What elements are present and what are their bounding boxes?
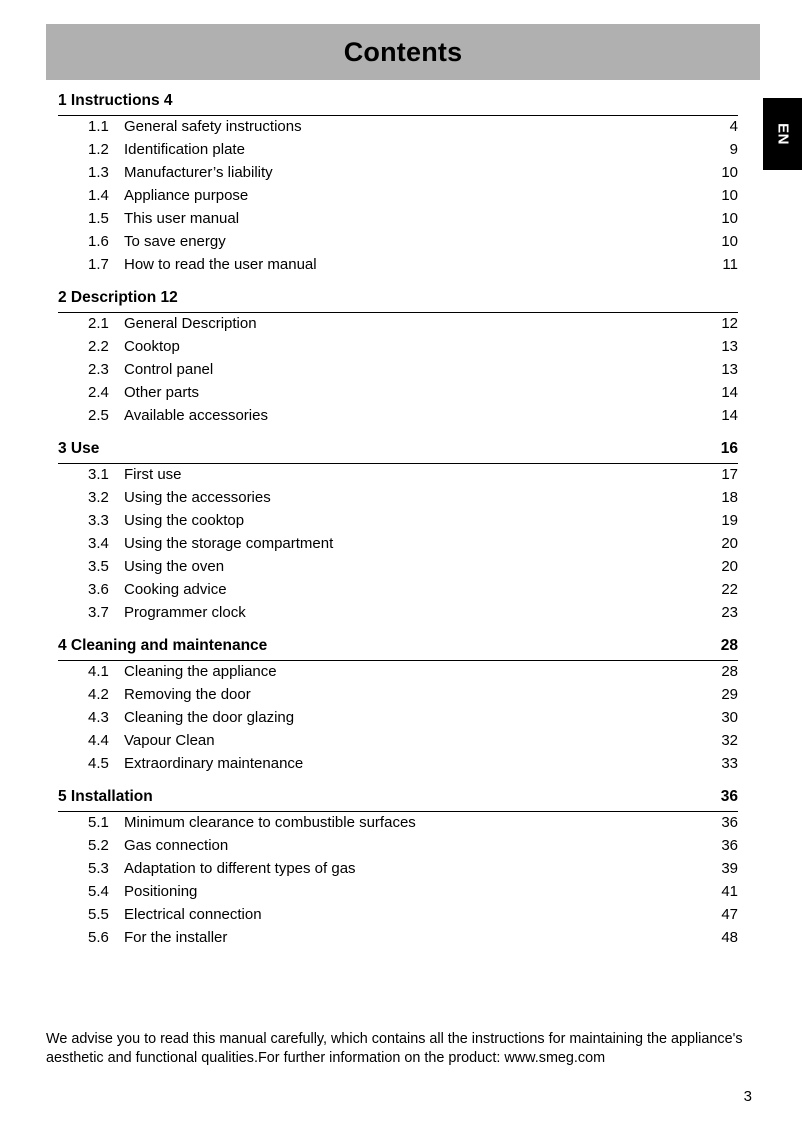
toc-section-title: 5 Installation <box>58 788 153 805</box>
toc-entry-page: 10 <box>721 210 738 227</box>
page-title: Contents <box>343 36 463 67</box>
toc-entry-number: 4.2 <box>88 686 109 703</box>
toc-section <box>46 92 738 279</box>
toc-section-title: 1 Instructions 4 <box>58 92 173 109</box>
toc-entry-page: 23 <box>721 604 738 621</box>
toc-section-heading[interactable] <box>46 440 738 463</box>
toc-entry[interactable] <box>46 384 738 407</box>
toc-section-page: 16 <box>720 440 738 457</box>
toc-entry-page: 11 <box>722 256 738 273</box>
toc-entry-label: For the installer <box>124 929 228 946</box>
toc-entry-label: How to read the user manual <box>124 256 317 273</box>
toc-entry-label: This user manual <box>124 210 240 227</box>
toc-section-page: 28 <box>720 637 738 654</box>
toc-section-page: 36 <box>720 788 738 805</box>
toc-entry-number: 5.2 <box>88 837 109 854</box>
toc-entry-label: General safety instructions <box>124 118 302 135</box>
toc-entry-page: 20 <box>721 558 738 575</box>
toc-entry[interactable] <box>46 489 738 512</box>
toc-entry-page: 33 <box>721 755 738 772</box>
section-gap <box>46 430 738 440</box>
section-gap <box>46 279 738 289</box>
toc-section-rule <box>58 312 738 313</box>
toc-entry-label: Minimum clearance to combustible surfaces <box>124 814 416 831</box>
toc-section <box>46 788 738 952</box>
page-number: 3 <box>743 1088 752 1105</box>
toc-section-rule <box>58 811 738 812</box>
toc-section-rule <box>58 660 738 661</box>
toc-section-rule <box>58 115 738 116</box>
toc-entry-page: 48 <box>721 929 738 946</box>
toc-entry-number: 2.3 <box>88 361 109 378</box>
toc-entry-number: 3.7 <box>88 604 109 621</box>
toc-entry-label: Using the storage compartment <box>124 535 334 552</box>
toc-entry-page: 10 <box>721 233 738 250</box>
toc-entry[interactable] <box>46 338 738 361</box>
toc-section-title: 3 Use <box>58 440 100 457</box>
toc-entry[interactable] <box>46 535 738 558</box>
toc-entry-label: Gas connection <box>124 837 229 854</box>
toc-entry[interactable] <box>46 732 738 755</box>
toc-section <box>46 289 738 430</box>
toc-entry-page: 47 <box>721 906 738 923</box>
toc-entry-label: Manufacturer’s liability <box>124 164 273 181</box>
toc-entry[interactable] <box>46 466 738 489</box>
toc-entry-page: 29 <box>721 686 738 703</box>
toc-entry[interactable] <box>46 604 738 627</box>
toc-entry-page: 30 <box>721 709 738 726</box>
toc-entry[interactable] <box>46 883 738 906</box>
toc-entry-number: 5.1 <box>88 814 109 831</box>
toc-entry-number: 2.4 <box>88 384 109 401</box>
toc-entry-page: 41 <box>721 883 738 900</box>
toc-entry-number: 1.4 <box>88 187 109 204</box>
toc-section-heading[interactable] <box>46 637 738 660</box>
toc-section-title: 4 Cleaning and maintenance <box>58 637 268 654</box>
toc-entry[interactable] <box>46 210 738 233</box>
toc-entry-number: 3.5 <box>88 558 109 575</box>
toc-entry-label: Cleaning the appliance <box>124 663 277 680</box>
toc-entry-number: 1.7 <box>88 256 109 273</box>
toc-entry-label: Extraordinary maintenance <box>124 755 304 772</box>
toc-entry-page: 18 <box>721 489 738 506</box>
toc-entry-number: 1.6 <box>88 233 109 250</box>
toc-entry[interactable] <box>46 709 738 732</box>
toc-entry[interactable] <box>46 118 738 141</box>
toc-entry-page: 4 <box>729 118 738 135</box>
toc-entry-page: 10 <box>721 164 738 181</box>
language-tab-en <box>763 98 802 170</box>
toc-entry-number: 5.5 <box>88 906 109 923</box>
toc-entry[interactable] <box>46 814 738 837</box>
toc-entry-page: 20 <box>721 535 738 552</box>
toc-entry[interactable] <box>46 686 738 709</box>
toc-entry[interactable] <box>46 512 738 535</box>
toc-entry-number: 5.6 <box>88 929 109 946</box>
toc-entry-label: General Description <box>124 315 257 332</box>
toc-entry-number: 2.1 <box>88 315 109 332</box>
toc-entry-number: 1.1 <box>88 118 109 135</box>
toc-entry-label: Programmer clock <box>124 604 246 621</box>
language-tab-label: EN <box>774 123 791 145</box>
toc-entry-number: 1.3 <box>88 164 109 181</box>
toc-entry[interactable] <box>46 361 738 384</box>
toc-entry-number: 5.3 <box>88 860 109 877</box>
toc-entry-number: 3.6 <box>88 581 109 598</box>
toc-entry-page: 13 <box>721 338 738 355</box>
toc-entry-page: 36 <box>721 814 738 831</box>
toc-section-heading[interactable] <box>46 92 738 115</box>
toc-entry-page: 28 <box>721 663 738 680</box>
toc-section-heading[interactable] <box>46 788 738 811</box>
toc-entry-number: 1.5 <box>88 210 109 227</box>
toc-entry-label: Vapour Clean <box>124 732 215 749</box>
toc-entry-label: Removing the door <box>124 686 251 703</box>
toc-entry-page: 14 <box>721 407 738 424</box>
toc-entry[interactable] <box>46 187 738 210</box>
toc-entry[interactable] <box>46 256 738 279</box>
toc-entry-label: First use <box>124 466 182 483</box>
toc-entry-number: 2.5 <box>88 407 109 424</box>
toc-entry-label: Cleaning the door glazing <box>124 709 295 726</box>
toc-section-rule <box>58 463 738 464</box>
toc-entry[interactable] <box>46 755 738 778</box>
toc-entry[interactable] <box>46 860 738 883</box>
toc-entry[interactable] <box>46 929 738 952</box>
toc-entry-label: Electrical connection <box>124 906 262 923</box>
footer-advisory-note: We advise you to read this manual carefully, which contains all the instructions for maintaining the appliance's aesthetic and functional qualities.For further information on the product: www.smeg.com <box>46 1031 743 1067</box>
toc-entry-page: 19 <box>721 512 738 529</box>
toc-entry-label: Cooktop <box>124 338 180 355</box>
toc-entry-page: 14 <box>721 384 738 401</box>
toc-entry-page: 36 <box>721 837 738 854</box>
toc-entry[interactable] <box>46 141 738 164</box>
toc-section-title: 2 Description 12 <box>58 289 178 306</box>
toc-entry-number: 3.3 <box>88 512 109 529</box>
toc-entry-label: Positioning <box>124 883 198 900</box>
toc-entry-label: Adaptation to different types of gas <box>124 860 356 877</box>
toc-entry-page: 12 <box>721 315 738 332</box>
toc-entry-label: Identification plate <box>124 141 245 158</box>
toc-entry-number: 5.4 <box>88 883 109 900</box>
toc-entry-label: Control panel <box>124 361 214 378</box>
toc-entry-number: 4.5 <box>88 755 109 772</box>
table-of-contents <box>46 92 738 952</box>
toc-entry-label: To save energy <box>124 233 226 250</box>
toc-entry-label: Using the cooktop <box>124 512 245 529</box>
toc-entry-number: 3.1 <box>88 466 109 483</box>
toc-entry-page: 9 <box>729 141 738 158</box>
toc-entry-number: 4.1 <box>88 663 109 680</box>
toc-entry-page: 22 <box>721 581 738 598</box>
toc-entry-page: 17 <box>721 466 738 483</box>
toc-entry-page: 32 <box>721 732 738 749</box>
toc-entry[interactable] <box>46 581 738 604</box>
toc-entry[interactable] <box>46 164 738 187</box>
contents-header-bar <box>46 24 760 80</box>
toc-entry-number: 3.2 <box>88 489 109 506</box>
toc-section <box>46 637 738 778</box>
toc-entry-label: Available accessories <box>124 407 268 424</box>
toc-entry-label: Using the oven <box>124 558 225 575</box>
toc-section-heading[interactable] <box>46 289 738 312</box>
toc-entry-number: 3.4 <box>88 535 109 552</box>
toc-entry-label: Other parts <box>124 384 200 401</box>
toc-entry[interactable] <box>46 837 738 860</box>
toc-section <box>46 440 738 627</box>
toc-entry-page: 39 <box>721 860 738 877</box>
toc-entry[interactable] <box>46 315 738 338</box>
toc-entry-number: 2.2 <box>88 338 109 355</box>
toc-entry-label: Using the accessories <box>124 489 271 506</box>
toc-entry[interactable] <box>46 663 738 686</box>
toc-entry[interactable] <box>46 906 738 929</box>
toc-entry-number: 4.4 <box>88 732 109 749</box>
toc-entry-number: 1.2 <box>88 141 109 158</box>
toc-entry[interactable] <box>46 233 738 256</box>
toc-entry[interactable] <box>46 407 738 430</box>
toc-entry-label: Appliance purpose <box>124 187 249 204</box>
toc-entry-page: 10 <box>721 187 738 204</box>
toc-entry-label: Cooking advice <box>124 581 227 598</box>
toc-entry-page: 13 <box>721 361 738 378</box>
section-gap <box>46 627 738 637</box>
toc-entry[interactable] <box>46 558 738 581</box>
toc-entry-number: 4.3 <box>88 709 109 726</box>
section-gap <box>46 778 738 788</box>
